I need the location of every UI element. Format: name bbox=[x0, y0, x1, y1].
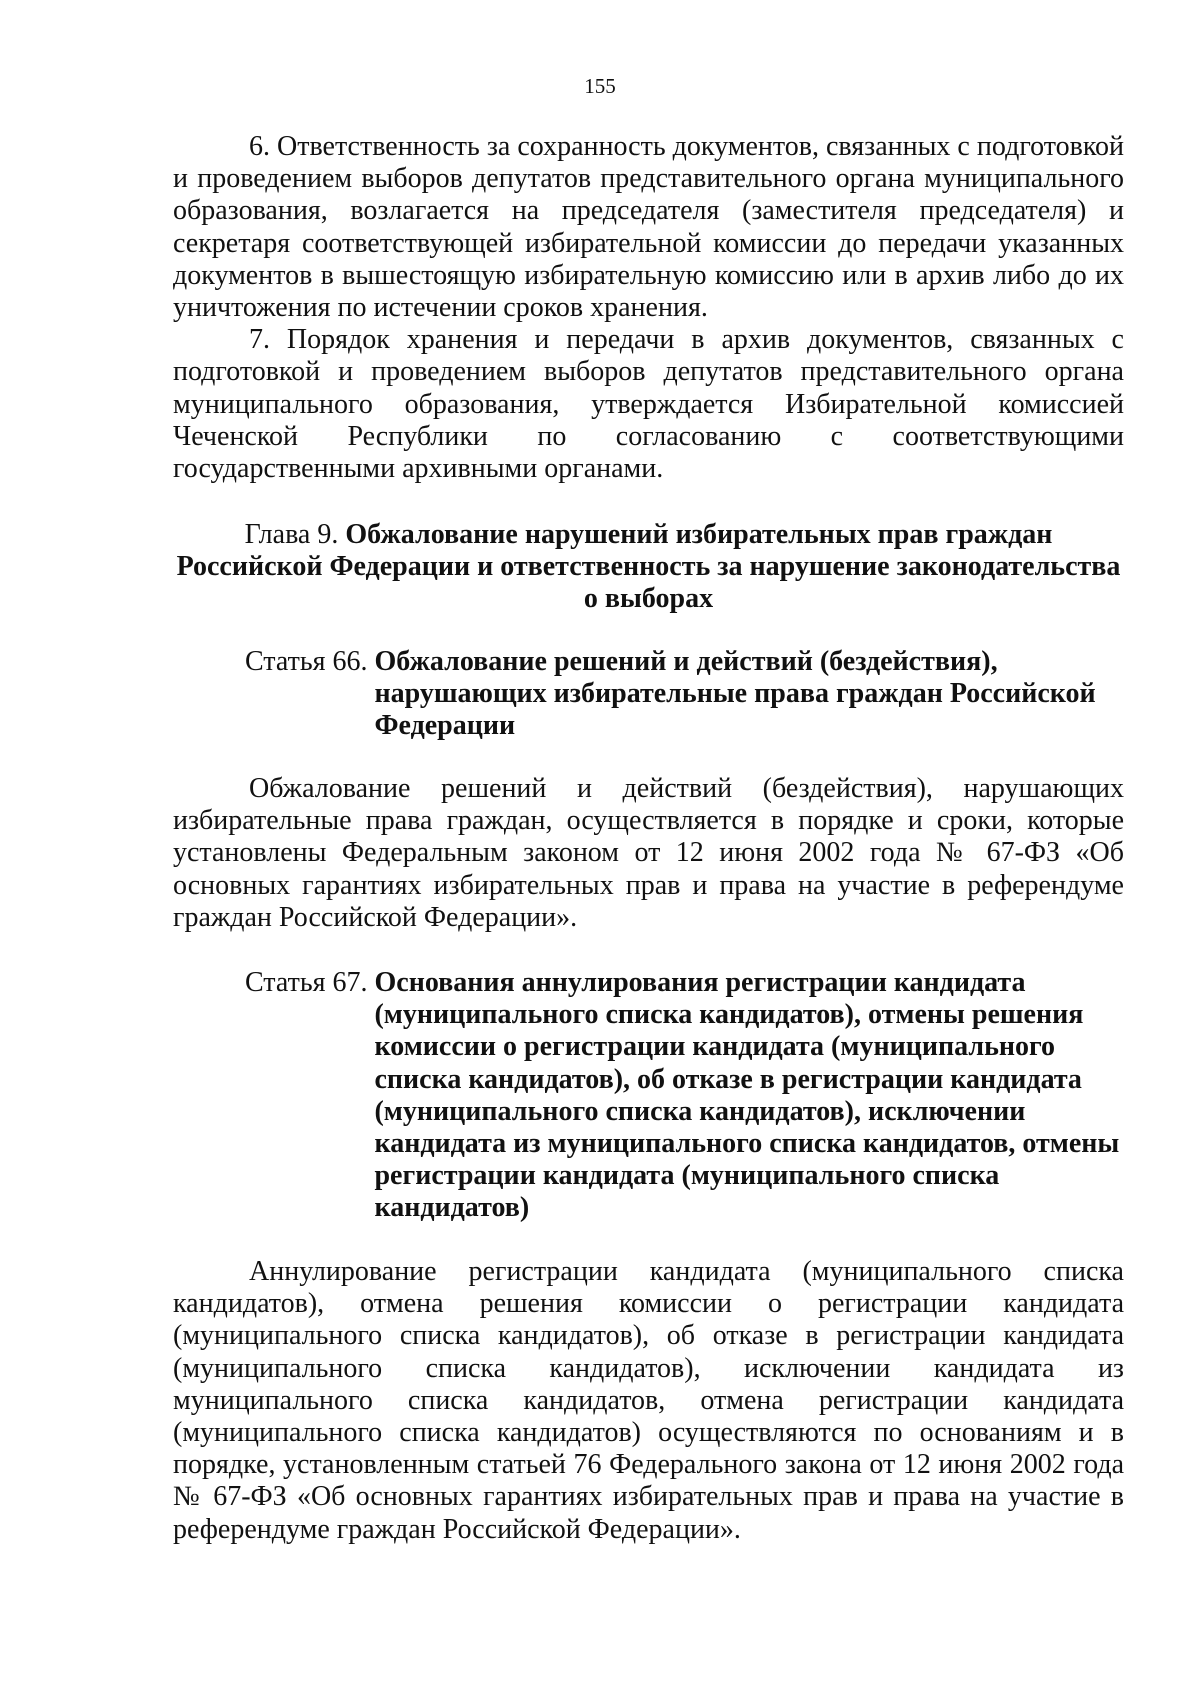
chapter-prefix: Глава 9. bbox=[244, 519, 346, 550]
article-67-body: Аннулирование регистрации кандидата (муниципального списка кандидатов), отмена решения комиссии о регистрации кандидата (муниципального списка кандидатов), об отказе в регистрации кандидата (муниципального списка кандидатов), исключении кандидата из муниципального списка кандидатов, отмена регистрации кандидата (муниципального списка кандидатов) осуществляются по основаниям и в порядке, установленным статьей 76 Федерального закона от 12 июня 2002 года № 67-ФЗ «Об основных гарантиях избирательных прав и права на участие в референдуме граждан Российской Федерации». bbox=[173, 1256, 1124, 1545]
chapter-title: Обжалование нарушений избирательных прав граждан Российской Федерации и ответственность за нарушение законодательства о выборах bbox=[176, 519, 1121, 615]
article-67-title: Основания аннулирования регистрации кандидата (муниципального списка кандидатов), отмены решения комиссии о регистрации кандидата (муниципального списка кандидатов), об отказе в регистрации кандидата (муниципального списка кандидатов), исключении кандидата из муниципального списка кандидатов, отмены регистрации кандидата (муниципального списка кандидатов) bbox=[374, 967, 1120, 1224]
article-66-body-block bbox=[173, 773, 1124, 934]
article-66-body: Обжалование решений и действий (бездействия), нарушающих избирательные права граждан, осуществляется в порядке и сроки, которые установлены Федеральным законом от 12 июня 2002 года № 67-ФЗ «Об основных гарантиях избирательных прав и права на участие в референдуме граждан Российской Федерации». bbox=[173, 773, 1124, 933]
paragraph-7: 7. Порядок хранения и передачи в архив документов, связанных с подготовкой и проведением выборов депутатов представительного органа муниципального образования, утверждается Избирательной комиссией Чеченской Республики по согласованию с соответствующими государственными архивными органами. bbox=[173, 324, 1124, 485]
article-67-heading bbox=[245, 967, 1124, 1225]
article-67-body-block bbox=[173, 1256, 1124, 1546]
article-66-prefix: Статья 66. bbox=[245, 646, 375, 677]
chapter-heading bbox=[173, 519, 1124, 616]
article-66-title: Обжалование решений и действий (бездействия), нарушающих избирательные права граждан Российской Федерации bbox=[374, 646, 1096, 742]
page-number: 155 bbox=[584, 74, 616, 98]
article-67-prefix: Статья 67. bbox=[245, 967, 375, 998]
paragraph-6: 6. Ответственность за сохранность документов, связанных с подготовкой и проведением выборов депутатов представительного органа муниципального образования, возлагается на председателя (заместителя председателя) и секретаря соответствующей избирательной комиссии до передачи указанных документов в вышестоящую избирательную комиссию или в архив либо до их уничтожения по истечении сроков хранения. bbox=[173, 131, 1124, 324]
top-paragraphs bbox=[173, 131, 1124, 485]
article-66-heading bbox=[245, 646, 1124, 743]
